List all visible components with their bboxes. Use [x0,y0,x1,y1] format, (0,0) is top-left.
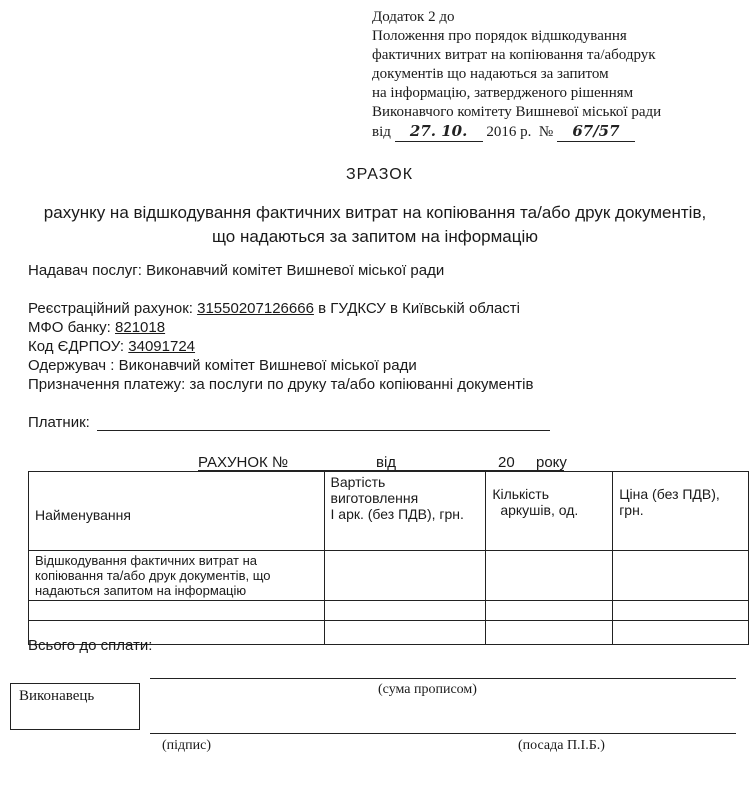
subtitle-line-1: рахунку на відшкодування фактичних витрат на копіювання та/або друк документів, [43,203,707,222]
recipient-text: Одержувач : Виконавчий комітет Вишневої міської ради [28,357,417,374]
payer-label: Платник: [28,414,90,431]
invoice-table [28,471,749,645]
edrpou-line [28,338,195,355]
annex-line: документів що надаються за запитом [372,66,609,82]
table-row [29,551,749,601]
empty-cell [324,601,486,621]
handwritten-number: 67/57 [557,122,635,142]
header-cost: Вартість виготовлення І арк. (без ПДВ), грн. [324,472,486,551]
empty-cell [29,601,325,621]
mfo-line [28,319,165,336]
signature-caption: (підпис) [162,738,212,753]
invoice-year-suffix: року [536,454,567,471]
edrpou-value: 34091724 [128,338,196,355]
executor-box [10,683,140,730]
account-bank: в ГУДКСУ в Київській області [318,300,521,317]
total-label: Всього до сплати: [28,637,153,654]
empty-cell [613,601,749,621]
row-cost-cell [324,551,486,601]
empty-cell [613,621,749,645]
annex-line: фактичних витрат на копіювання та/абодрук [372,47,656,63]
annex-line: Додаток 2 до [372,9,455,25]
annex-header [372,8,661,142]
mfo-label: МФО банку: [28,319,111,336]
account-label: Реєстраційний рахунок: [28,300,193,317]
payer-line [97,430,550,431]
table-header-row [29,472,749,551]
annex-line: Виконавчого комітету Вишневої міської ради [372,104,662,120]
empty-cell [324,621,486,645]
row-price-cell [613,551,749,601]
handwritten-date: 27. 10. [395,122,483,142]
row-qty-cell [486,551,613,601]
header-name: Найменування [29,472,325,551]
date-prefix: від [372,124,391,140]
header-qty: Кількість аркушів, од. [486,472,613,551]
annex-line: на інформацію, затвердженого рішенням [372,85,634,101]
header-price: Ціна (без ПДВ), грн. [613,472,749,551]
table-row [29,601,749,621]
invoice-from: від [376,454,397,471]
annex-line: Положення про порядок відшкодування [372,28,627,44]
mfo-value: 821018 [115,319,166,336]
position-caption: (посада П.І.Б.) [518,738,605,753]
annex-date-line [372,122,661,142]
invoice-label: РАХУНОК № [198,454,289,471]
sum-line [150,678,736,679]
year-text: 2016 р. [486,124,532,140]
sum-words-caption: (сума прописом) [378,682,477,697]
purpose-text: Призначення платежу: за послуги по друку та/або копіюванні документів [28,376,534,393]
document-title: ЗРАЗОК [346,166,414,183]
account-number: 31550207126666 [197,300,314,317]
edrpou-label: Код ЄДРПОУ: [28,338,125,355]
empty-cell [486,621,613,645]
number-prefix: № [538,124,554,140]
signature-line [150,733,736,734]
row-name-cell: Відшкодування фактичних витрат на копіювання та/або друк документів, що надаються запитом на інформацію [29,551,325,601]
subtitle-line-2: що надаються за запитом на інформацію [211,227,539,246]
provider-text: Надавач послуг: Виконавчий комітет Вишневої міської ради [28,262,445,279]
empty-cell [486,601,613,621]
invoice-year-prefix: 20 [498,454,515,471]
account-line [28,300,520,317]
executor-label: Виконавець [19,688,95,704]
